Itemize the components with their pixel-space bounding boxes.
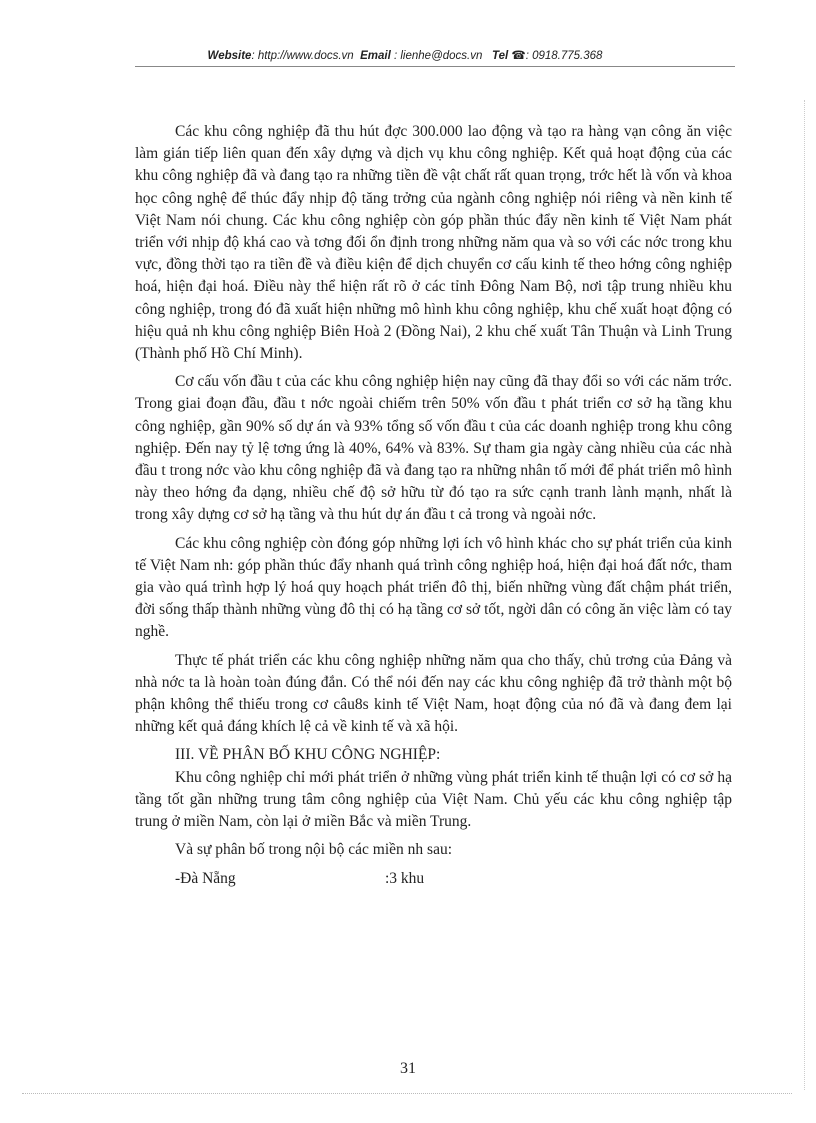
tel-label: Tel [491, 50, 509, 62]
distribution-intro: Và sự phân bố trong nội bộ các miền nh sau: [175, 841, 453, 859]
email-label: Email [360, 50, 391, 62]
page-number: 31 [400, 1060, 416, 1077]
section-heading: III. VỀ PHÂN BỐ KHU CÔNG NGHIỆP: [175, 746, 441, 764]
page-header [165, 48, 645, 62]
paragraph-2: Cơ cấu vốn đầu t của các khu công nghiệp hiện nay cũng đã thay đổi so với các năm trớc. Trong giai đoạn đầu, đầu t nớc ngoài chiếm trên 50% vốn đầu t phát triển cơ sở hạ tầng khu công nghiệp, gần 90% số dự án và 93% tổng số vốn đầu t của các doanh nghiệp trong khu công nghiệp. Đến nay tỷ lệ tơng ứng là 40%, 64% và 83%. Sự tham gia ngày càng nhiều của các nhà đầu t trong nớc vào khu công nghiệp đã và đang tạo ra những nhân tố mới để phát triển mô hình này theo hớng đa dạng, nhiều chế độ sở hữu từ đó tạo ra sức cạnh tranh lành mạnh, nhất là trong xây dựng cơ sở hạ tầng và thu hút dự án đầu t cả trong và ngoài nớc. [135, 373, 732, 524]
side-divider [804, 100, 805, 1090]
telephone-icon: ☎ [511, 50, 526, 62]
region-name: -Đà Nẵng [175, 869, 236, 887]
website-label: Website [207, 50, 252, 62]
document-body [135, 121, 732, 890]
paragraph-3: Các khu công nghiệp còn đóng góp những lợi ích vô hình khác cho sự phát triển của kinh tế Việt Nam nh: góp phần thúc đẩy nhanh quá trình công nghiệp hoá, hiện đại hoá đất nớc, tham gia vào quá trình hợp lý hoá quy hoạch phát triển đô thị, biến những vùng đất chậm phát triển, đời sống thấp thành những vùng đô thị có hạ tầng cơ sở tốt, ngời dân có công ăn việc làm có tay nghề. [135, 534, 732, 641]
footer-divider [22, 1093, 792, 1094]
tel-value: : 0918.775.368 [525, 50, 603, 62]
paragraph-4: Thực tế phát triển các khu công nghiệp những năm qua cho thấy, chủ trơng của Đảng và nhà nớc ta là hoàn toàn đúng đắn. Có thể nói đến nay các khu công nghiệp đã trở thành một bộ phận không thể thiếu trong cơ câu8s kinh tế Việt Nam, hoạt động của nó đã và đang đem lại những kết quả đáng khích lệ cả về kinh tế và xã hội. [135, 651, 732, 736]
section-paragraph: Khu công nghiệp chỉ mới phát triển ở những vùng phát triển kinh tế thuận lợi có cơ sở hạ tầng tốt gần những trung tâm công nghiệp của Việt Nam. Chủ yếu các khu công nghiệp tập trung ở miền Nam, còn lại ở miền Bắc và miền Trung. [135, 768, 732, 831]
distribution-row [135, 868, 732, 890]
website-value: : http://www.docs.vn [251, 50, 354, 62]
header-divider [135, 66, 735, 67]
region-count: :3 khu [385, 869, 425, 887]
email-value: : lienhe@docs.vn [393, 50, 483, 62]
paragraph-1: Các khu công nghiệp đã thu hút đợc 300.000 lao động và tạo ra hàng vạn công ăn việc làm gián tiếp liên quan đến xây dựng và dịch vụ khu công nghiệp. Kết quả hoạt động của các khu công nghiệp đã và đang tạo ra những tiền đề vật chất rất quan trọng, trớc hết là vốn và khoa học công nghệ để thúc đẩy nhịp độ tăng trởng của ngành công nghiệp nói riêng và nền kinh tế Việt Nam nói chung. Các khu công nghiệp còn góp phần thúc đẩy nền kinh tế Việt Nam phát triển với nhịp độ khá cao và tơng đối ổn định trong những năm qua và so với các nớc trong khu vực, đồng thời tạo ra tiền đề và điều kiện để dịch chuyển cơ cấu kinh tế theo hớng công nghiệp hoá, hiện đại hoá. Điều này thể hiện rất rõ ở các tỉnh Đông Nam Bộ, nơi tập trung nhiều khu công nghiệp, trong đó đã xuất hiện những mô hình khu công nghiệp, khu chế xuất hoạt động có hiệu quả nh khu công nghiệp Biên Hoà 2 (Đồng Nai), 2 khu chế xuất Tân Thuận và Linh Trung (Thành phố Hồ Chí Minh). [135, 123, 732, 363]
